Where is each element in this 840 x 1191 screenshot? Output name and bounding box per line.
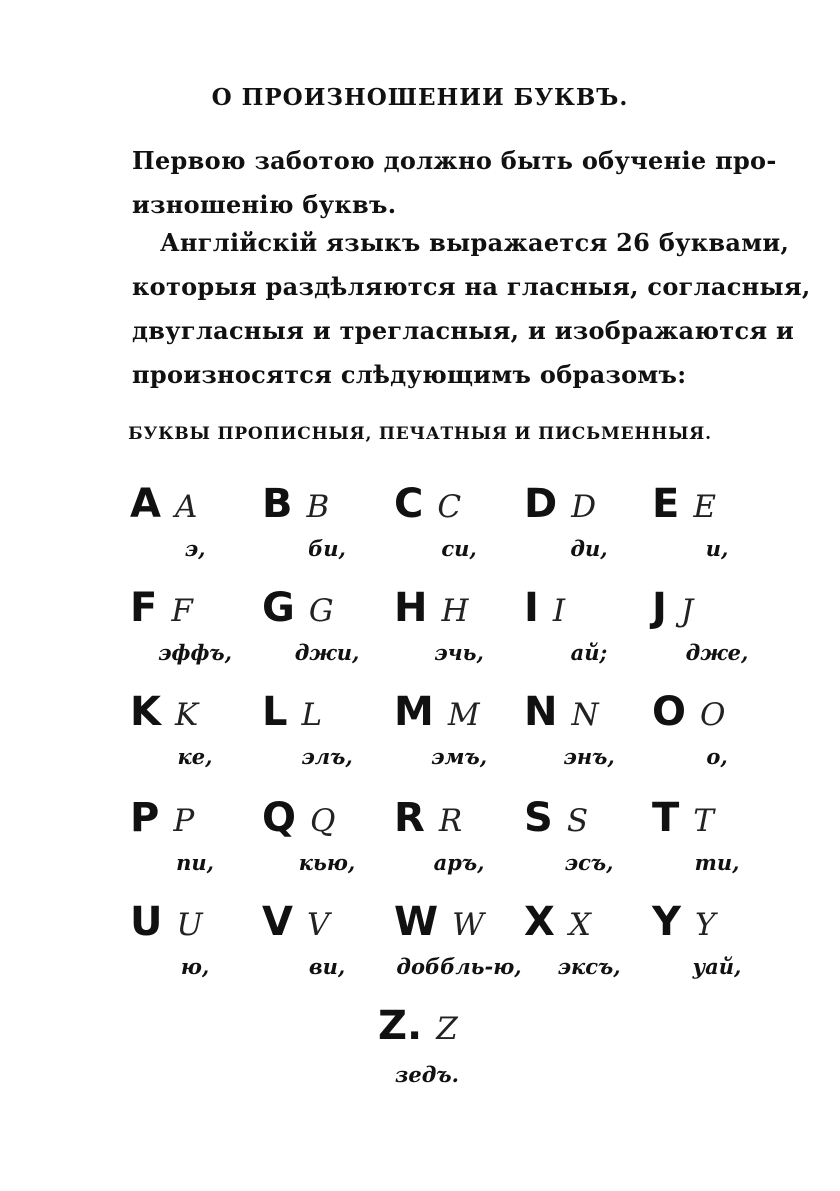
printed-letter: V (262, 899, 293, 945)
letter-pronunciation: уай, (692, 954, 742, 979)
letter-forms (130, 689, 199, 735)
printed-letter: T (652, 795, 680, 841)
letter-forms (394, 481, 462, 527)
script-letter: R (438, 803, 463, 839)
printed-letter: K (130, 689, 161, 735)
letter-cell-n (524, 689, 654, 792)
letter-cell-p (130, 795, 260, 898)
letter-cell-g (262, 585, 392, 688)
letter-cell-z (378, 1003, 508, 1106)
letter-forms (652, 689, 726, 735)
letter-pronunciation: ди, (570, 536, 608, 561)
letter-pronunciation: ви, (308, 954, 346, 979)
letter-forms (262, 899, 330, 945)
letter-pronunciation: пи, (176, 850, 214, 875)
printed-letter: S (524, 795, 553, 841)
script-letter: A (174, 489, 198, 525)
script-letter: Q (310, 803, 336, 839)
letter-cell-i (524, 585, 654, 688)
letter-pronunciation: ти, (694, 850, 740, 875)
printed-letter: J (652, 585, 667, 631)
printed-letter: P (130, 795, 160, 841)
letter-pronunciation: эчь, (434, 640, 484, 665)
letter-cell-d (524, 481, 654, 584)
script-letter: O (700, 697, 726, 733)
letter-pronunciation: зедъ. (395, 1062, 459, 1087)
printed-letter: W (394, 899, 439, 945)
script-letter: X (568, 907, 591, 943)
letter-pronunciation: си, (441, 536, 477, 561)
letter-cell-s (524, 795, 654, 898)
letter-forms (130, 585, 193, 631)
letter-forms (394, 689, 480, 735)
letter-pronunciation: би, (308, 536, 346, 561)
letter-pronunciation: эксъ, (557, 954, 621, 979)
printed-letter: G (262, 585, 295, 631)
script-letter: P (173, 803, 195, 839)
letter-forms (130, 899, 203, 945)
script-letter: D (571, 489, 597, 525)
script-letter: U (176, 907, 203, 943)
printed-letter: U (130, 899, 163, 945)
script-letter: B (306, 489, 330, 525)
letter-forms (378, 1003, 458, 1049)
script-letter: V (306, 907, 330, 943)
letter-forms (394, 899, 484, 945)
paragraph-2-line-3: двугласныя и трегласныя, и изображаются и (132, 316, 795, 345)
letter-pronunciation: джи, (294, 640, 360, 665)
letter-pronunciation: ке, (177, 744, 213, 769)
letter-forms (130, 481, 198, 527)
letter-cell-v (262, 899, 392, 1002)
paragraph-1 (132, 146, 777, 226)
letter-cell-a (130, 481, 260, 584)
alphabet-subheading: БУКВЫ ПРОПИСНЫЯ, ПЕЧАТНЫЯ И ПИСЬМЕННЫЯ. (128, 424, 712, 444)
script-letter: N (571, 697, 599, 733)
letter-cell-l (262, 689, 392, 792)
paragraph-1-line-2: изношенію буквъ. (132, 190, 397, 219)
letter-forms (262, 795, 336, 841)
printed-letter: L (262, 689, 288, 735)
letter-cell-k (130, 689, 260, 792)
script-letter: C (437, 489, 462, 525)
letter-cell-x (524, 899, 654, 1002)
script-letter: S (566, 803, 589, 839)
letter-cell-t (652, 795, 782, 898)
letter-pronunciation: энъ, (563, 744, 615, 769)
page-heading: О ПРОИЗНОШЕНИИ БУКВЪ. (211, 84, 629, 111)
printed-letter: F (130, 585, 158, 631)
printed-letter: R (394, 795, 425, 841)
letter-pronunciation: эмъ, (430, 744, 488, 769)
printed-letter: N (524, 689, 558, 735)
letter-forms (652, 481, 716, 527)
printed-letter: E (652, 481, 680, 527)
letter-pronunciation: дже, (685, 640, 749, 665)
letter-pronunciation: о, (706, 744, 728, 769)
letter-forms (524, 585, 566, 631)
script-letter: K (175, 697, 199, 733)
printed-letter: I (524, 585, 539, 631)
letter-cell-w (394, 899, 524, 1002)
script-letter: M (447, 697, 480, 733)
letter-forms (394, 795, 463, 841)
letter-pronunciation: эффъ, (157, 640, 232, 665)
paragraph-2 (132, 228, 811, 398)
letter-forms (262, 585, 334, 631)
script-letter: G (308, 593, 334, 629)
letter-cell-o (652, 689, 782, 792)
letter-cell-e (652, 481, 782, 584)
letter-forms (652, 899, 716, 945)
letter-forms (262, 689, 323, 735)
letter-pronunciation: эсъ, (564, 850, 614, 875)
script-letter: Z (436, 1011, 458, 1047)
letter-forms (524, 795, 589, 841)
letter-forms (524, 899, 591, 945)
letter-forms (262, 481, 330, 527)
letter-cell-c (394, 481, 524, 584)
letter-cell-q (262, 795, 392, 898)
printed-letter: O (652, 689, 687, 735)
script-letter: J (680, 593, 694, 629)
printed-letter: Y (652, 899, 681, 945)
printed-letter: M (394, 689, 434, 735)
letter-pronunciation: доббль-ю, (396, 954, 522, 979)
letter-cell-h (394, 585, 524, 688)
letter-cell-m (394, 689, 524, 792)
letter-cell-r (394, 795, 524, 898)
letter-pronunciation: ю, (180, 954, 210, 979)
printed-letter: D (524, 481, 558, 527)
letter-forms (130, 795, 195, 841)
script-letter: L (301, 697, 323, 733)
paragraph-2-line-1: Англійскій языкъ выражается 26 буквами, (160, 228, 790, 257)
paragraph-1-line-1: Первою заботою должно быть обученіе про- (132, 146, 777, 175)
letter-cell-f (130, 585, 260, 688)
letter-cell-b (262, 481, 392, 584)
printed-letter: Z. (378, 1003, 423, 1049)
script-letter: F (171, 593, 193, 629)
paragraph-2-line-4: произносятся слѣдующимъ образомъ: (132, 360, 687, 389)
letter-pronunciation: элъ, (301, 744, 353, 769)
letter-cell-y (652, 899, 782, 1002)
letter-pronunciation: ай; (570, 640, 608, 665)
script-letter: H (441, 593, 469, 629)
letter-cell-u (130, 899, 260, 1002)
script-letter: W (452, 907, 484, 943)
script-letter: T (693, 803, 714, 839)
printed-letter: A (130, 481, 161, 527)
letter-forms (524, 689, 599, 735)
printed-letter: C (394, 481, 424, 527)
letter-pronunciation: и, (705, 536, 729, 561)
letter-forms (394, 585, 469, 631)
script-letter: Y (694, 907, 716, 943)
letter-forms (652, 585, 694, 631)
script-letter: I (552, 593, 566, 629)
letter-cell-j (652, 585, 782, 688)
script-letter: E (693, 489, 716, 525)
printed-letter: B (262, 481, 293, 527)
letter-pronunciation: аръ, (433, 850, 485, 875)
printed-letter: H (394, 585, 428, 631)
printed-letter: X (524, 899, 555, 945)
letter-forms (524, 481, 597, 527)
letter-forms (652, 795, 714, 841)
printed-letter: Q (262, 795, 297, 841)
paragraph-2-line-2: которыя раздѣляются на гласныя, согласныя, (132, 272, 811, 301)
letter-pronunciation: кью, (298, 850, 356, 875)
letter-pronunciation: э, (184, 536, 206, 561)
